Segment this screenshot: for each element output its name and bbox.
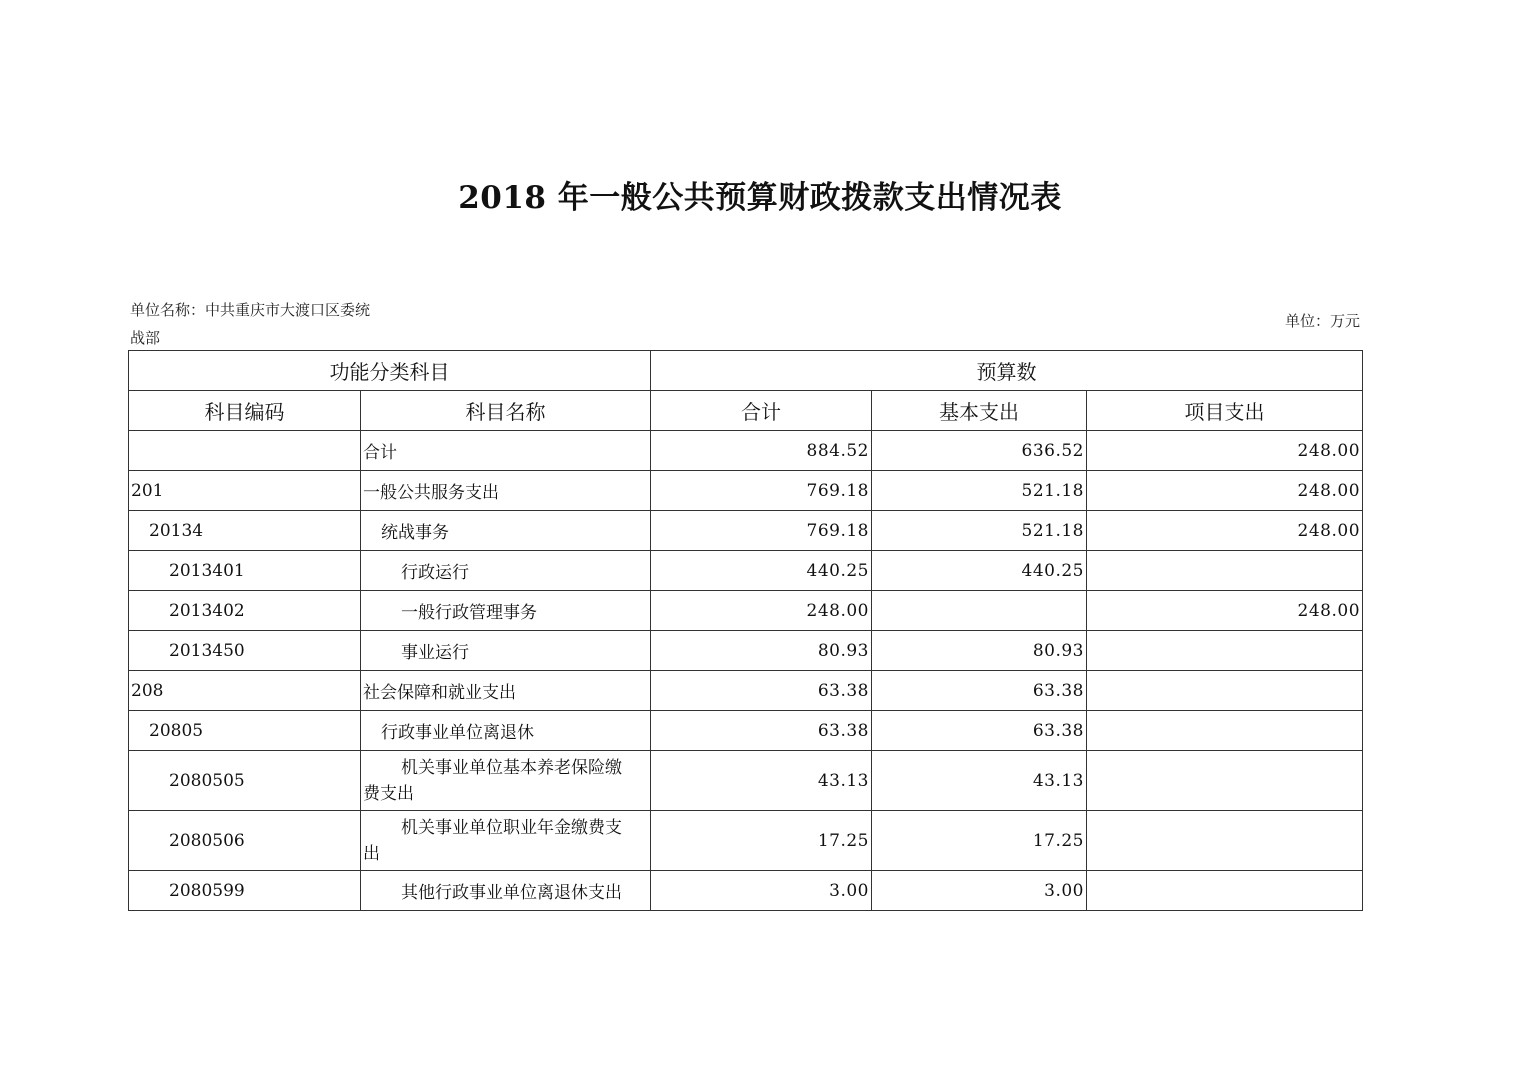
header-row-columns xyxy=(129,391,1363,431)
table-row xyxy=(129,431,1363,471)
table-row xyxy=(129,551,1363,591)
row-name: 其他行政事业单位离退休支出 xyxy=(361,871,651,911)
row-basic: 440.25 xyxy=(872,551,1087,591)
header-code: 科目编码 xyxy=(129,391,361,431)
row-project xyxy=(1087,711,1363,751)
row-name-line1: 机关事业单位职业年金缴费支 xyxy=(401,817,622,838)
row-total: 3.00 xyxy=(651,871,872,911)
row-project xyxy=(1087,811,1363,871)
row-project: 248.00 xyxy=(1087,431,1363,471)
row-basic: 636.52 xyxy=(872,431,1087,471)
row-name: 行政运行 xyxy=(361,551,651,591)
unit-name: 单位名称：中共重庆市大渡口区委统战部 xyxy=(130,301,371,347)
row-project: 248.00 xyxy=(1087,471,1363,511)
table-row xyxy=(129,671,1363,711)
row-name: 合计 xyxy=(361,431,651,471)
row-code: 2080506 xyxy=(129,811,361,871)
header-name: 科目名称 xyxy=(361,391,651,431)
row-basic: 3.00 xyxy=(872,871,1087,911)
page-title: 2018 年一般公共预算财政拨款支出情况表 xyxy=(458,180,1062,216)
row-total: 769.18 xyxy=(651,511,872,551)
row-total: 63.38 xyxy=(651,711,872,751)
row-name: 事业运行 xyxy=(361,631,651,671)
table-row xyxy=(129,511,1363,551)
row-project: 248.00 xyxy=(1087,511,1363,551)
row-total: 440.25 xyxy=(651,551,872,591)
table-row xyxy=(129,631,1363,671)
row-code xyxy=(129,431,361,471)
row-code: 20805 xyxy=(129,711,361,751)
row-basic: 63.38 xyxy=(872,671,1087,711)
table-row xyxy=(129,811,1363,871)
table-row xyxy=(129,751,1363,811)
row-basic: 521.18 xyxy=(872,511,1087,551)
row-name: 一般行政管理事务 xyxy=(361,591,651,631)
row-name: 行政事业单位离退休 xyxy=(361,711,651,751)
row-code: 201 xyxy=(129,471,361,511)
row-name-line2: 费支出 xyxy=(363,783,414,804)
row-name: 社会保障和就业支出 xyxy=(361,671,651,711)
header-row-group xyxy=(129,351,1363,391)
row-total: 17.25 xyxy=(651,811,872,871)
header-func-category: 功能分类科目 xyxy=(129,351,651,391)
row-code: 2013401 xyxy=(129,551,361,591)
header-budget: 预算数 xyxy=(651,351,1363,391)
table-row xyxy=(129,471,1363,511)
table-row xyxy=(129,711,1363,751)
row-project xyxy=(1087,871,1363,911)
header-basic: 基本支出 xyxy=(872,391,1087,431)
unit-label: 单位：万元 xyxy=(1284,312,1360,330)
row-total: 63.38 xyxy=(651,671,872,711)
row-project xyxy=(1087,671,1363,711)
row-name: 统战事务 xyxy=(361,511,651,551)
row-basic: 80.93 xyxy=(872,631,1087,671)
row-name xyxy=(361,751,651,811)
row-name: 一般公共服务支出 xyxy=(361,471,651,511)
row-basic: 43.13 xyxy=(872,751,1087,811)
row-basic: 63.38 xyxy=(872,711,1087,751)
row-basic: 17.25 xyxy=(872,811,1087,871)
budget-table xyxy=(128,350,1363,911)
row-basic: 521.18 xyxy=(872,471,1087,511)
row-project xyxy=(1087,551,1363,591)
row-code: 2080505 xyxy=(129,751,361,811)
header-total: 合计 xyxy=(651,391,872,431)
row-project: 248.00 xyxy=(1087,591,1363,631)
row-name-line2: 出 xyxy=(363,843,380,864)
row-total: 769.18 xyxy=(651,471,872,511)
row-total: 43.13 xyxy=(651,751,872,811)
table-row xyxy=(129,591,1363,631)
row-code: 2013402 xyxy=(129,591,361,631)
row-project xyxy=(1087,631,1363,671)
row-project xyxy=(1087,751,1363,811)
row-name xyxy=(361,811,651,871)
row-code: 2013450 xyxy=(129,631,361,671)
row-name-line1: 机关事业单位基本养老保险缴 xyxy=(401,757,622,778)
row-total: 248.00 xyxy=(651,591,872,631)
row-basic xyxy=(872,591,1087,631)
row-total: 80.93 xyxy=(651,631,872,671)
row-code: 208 xyxy=(129,671,361,711)
header-project: 项目支出 xyxy=(1087,391,1363,431)
table-row xyxy=(129,871,1363,911)
row-total: 884.52 xyxy=(651,431,872,471)
row-code: 20134 xyxy=(129,511,361,551)
row-code: 2080599 xyxy=(129,871,361,911)
